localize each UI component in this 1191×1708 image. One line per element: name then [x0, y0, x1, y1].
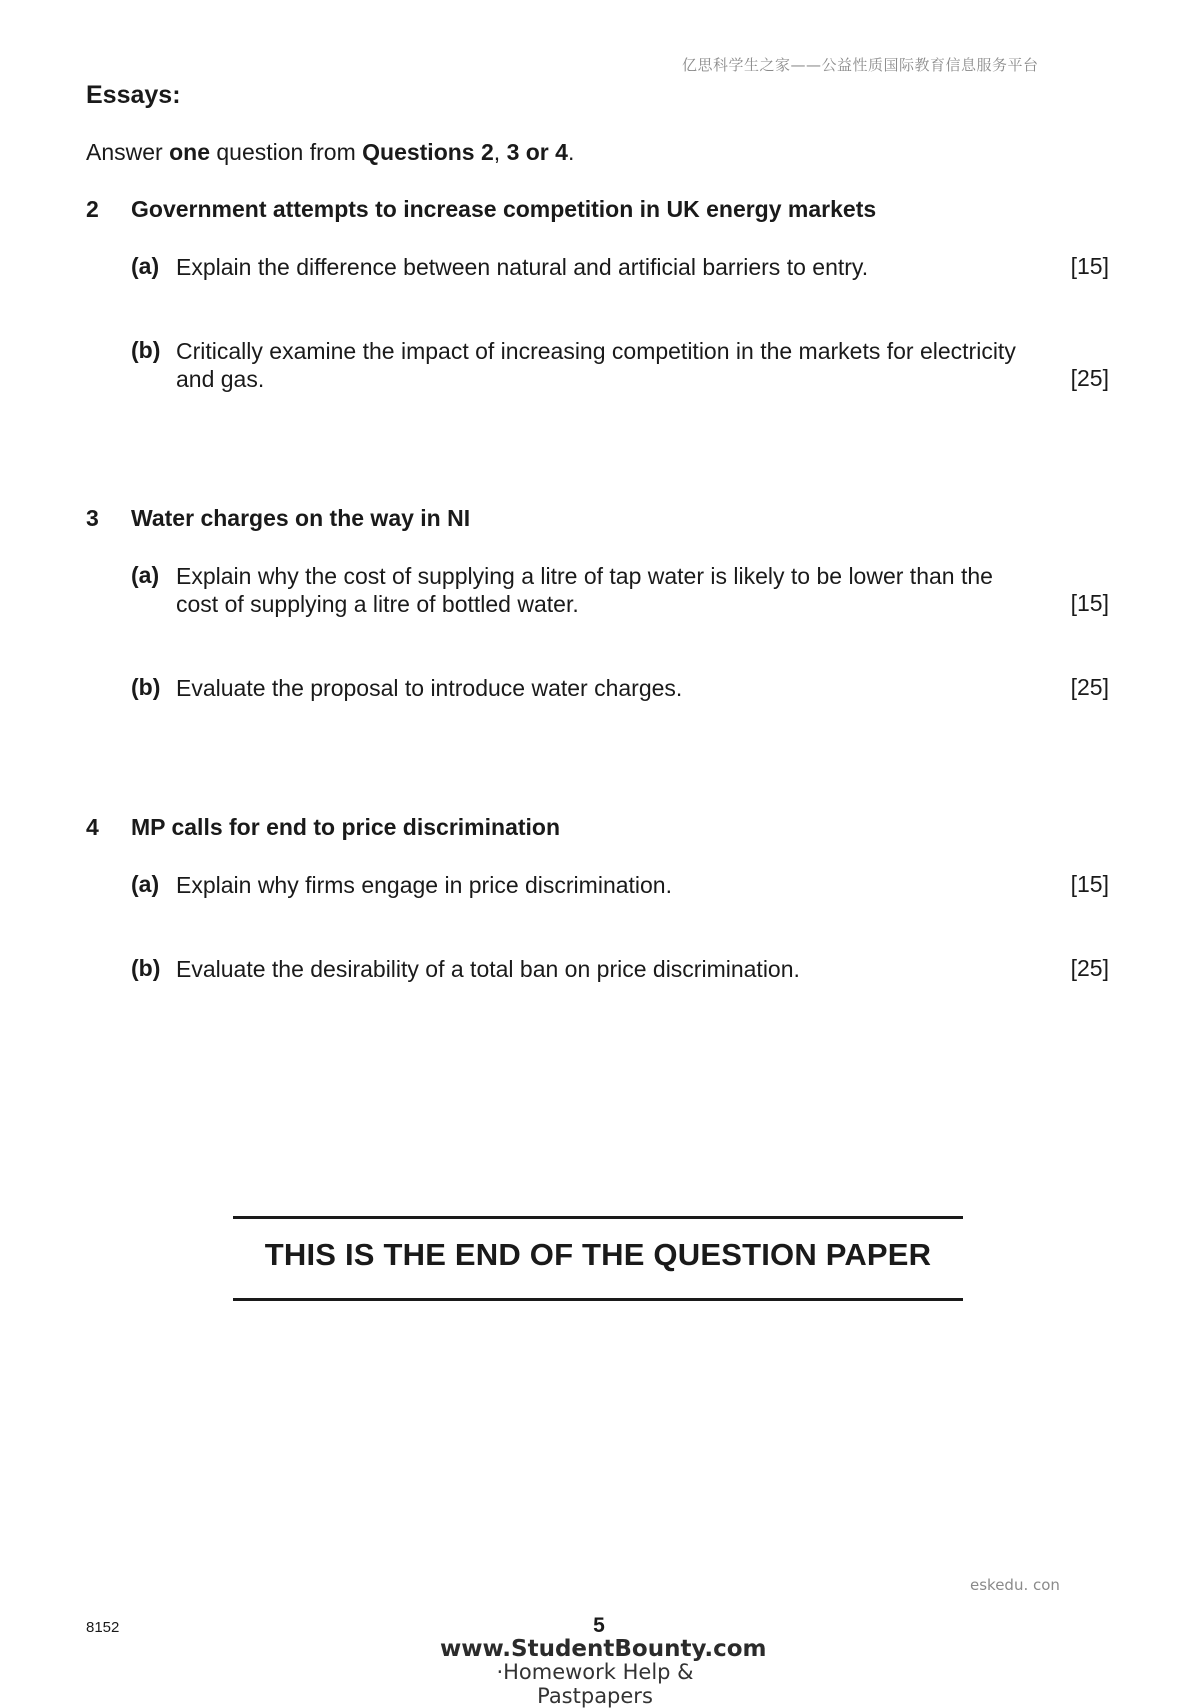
part-label: (b)	[131, 674, 161, 700]
part-marks: [25]	[1070, 955, 1109, 981]
part-text: Evaluate the proposal to introduce water charges.	[176, 675, 683, 701]
instruction-comma: ,	[493, 139, 507, 165]
part-text-line1: Critically examine the impact of increasing competition in the markets for electricity	[176, 338, 1016, 364]
question-number: 4	[86, 814, 99, 840]
end-rule-bottom	[233, 1298, 963, 1301]
end-rule-top	[233, 1216, 963, 1219]
part-text-line2: and gas.	[176, 366, 265, 392]
part-marks: [15]	[1070, 871, 1109, 897]
part-marks: [15]	[1070, 590, 1109, 616]
part-marks: [25]	[1070, 365, 1109, 391]
instruction	[86, 139, 574, 166]
question-title: Government attempts to increase competition in UK energy markets	[131, 196, 877, 222]
instruction-questions: Questions 2	[362, 139, 494, 165]
header-watermark: 亿思科学生之家——公益性质国际教育信息服务平台	[682, 56, 1039, 74]
part-text: Explain why firms engage in price discrimination.	[176, 872, 672, 898]
part-text-line1: Explain why the cost of supplying a litre of tap water is likely to be lower than the	[176, 563, 993, 589]
section-heading: Essays:	[86, 81, 181, 109]
studentbounty-url[interactable]: www.StudentBounty.com	[440, 1636, 767, 1662]
part-label: (a)	[131, 871, 160, 897]
part-text: Explain the difference between natural and artificial barriers to entry.	[176, 254, 869, 280]
part-label: (b)	[131, 955, 161, 981]
question-number: 2	[86, 196, 99, 222]
question-title: Water charges on the way in NI	[131, 505, 471, 531]
page-number: 5	[593, 1614, 605, 1637]
instruction-prefix: Answer	[86, 139, 170, 165]
instruction-one: one	[169, 139, 210, 165]
instruction-mid: question from	[209, 139, 363, 165]
site-watermark: eskedu. con	[970, 1576, 1060, 1594]
end-notice: THIS IS THE END OF THE QUESTION PAPER	[264, 1237, 932, 1272]
question-title: MP calls for end to price discrimination	[131, 814, 561, 840]
part-text-line2: cost of supplying a litre of bottled water.	[176, 591, 579, 617]
part-label: (a)	[131, 253, 160, 279]
studentbounty-tagline: ·Homework Help & Pastpapers	[496, 1660, 694, 1708]
instruction-end: .	[567, 139, 575, 165]
part-marks: [25]	[1070, 674, 1109, 700]
part-label: (a)	[131, 562, 160, 588]
part-marks: [15]	[1070, 253, 1109, 279]
question-number: 3	[86, 505, 99, 531]
part-text: Evaluate the desirability of a total ban on price discrimination.	[176, 956, 800, 982]
part-label: (b)	[131, 337, 161, 363]
instruction-options: 3 or 4	[506, 139, 568, 165]
paper-code: 8152	[86, 1619, 120, 1636]
